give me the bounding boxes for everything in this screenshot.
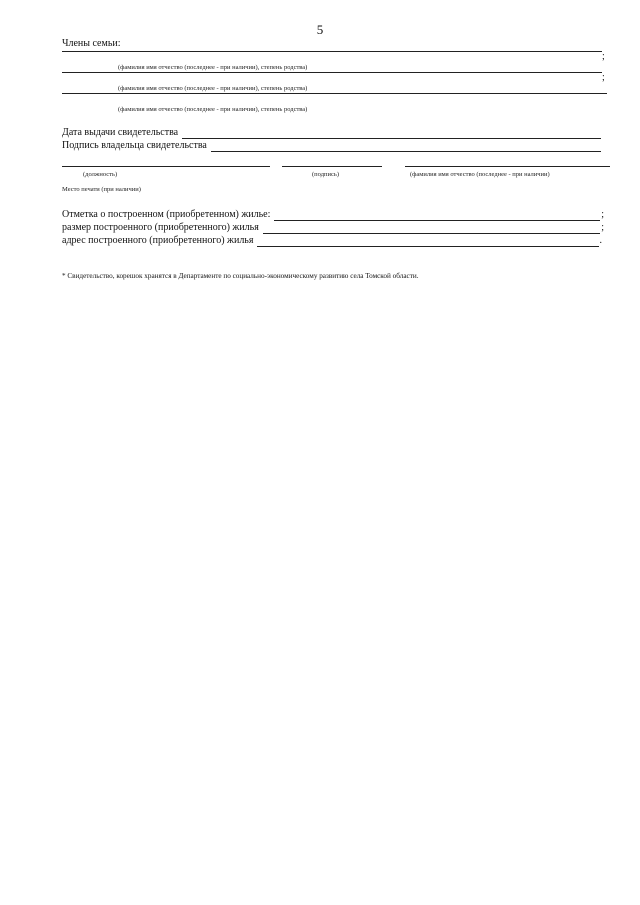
housing-size-label: размер построенного (приобретенного) жилья [62, 222, 259, 233]
signature-line[interactable] [282, 166, 382, 167]
family-row-1-end: ; [602, 51, 605, 62]
owner-signature-row [62, 140, 602, 152]
family-row-2-caption: (фамилия имя отчество (последнее - при наличии), степень родства) [118, 85, 308, 92]
page-number: 5 [316, 22, 324, 37]
housing-mark-end: ; [601, 209, 604, 220]
position-caption: (должность) [83, 171, 118, 178]
housing-address-field[interactable] [257, 237, 598, 247]
issue-date-field[interactable] [182, 129, 601, 139]
family-row-2-end: ; [602, 72, 605, 83]
housing-size-row [62, 222, 604, 234]
family-row-2-line[interactable] [62, 72, 602, 73]
housing-size-field[interactable] [263, 224, 600, 234]
name-caption: (фамилия имя отчество (последнее - при наличии) [410, 171, 550, 178]
housing-mark-label: Отметка о построенном (приобретенном) жилье: [62, 209, 271, 220]
family-row-1-caption: (фамилия имя отчество (последнее - при наличии), степень родства) [118, 64, 308, 71]
owner-signature-label: Подпись владельца свидетельства [62, 140, 207, 151]
family-row-1-line[interactable] [62, 51, 602, 52]
housing-address-end: . [599, 235, 602, 246]
issue-date-row [62, 127, 602, 139]
issue-date-label: Дата выдачи свидетельства [62, 127, 179, 138]
stamp-place: Место печати (при наличии) [62, 186, 141, 193]
housing-size-end: ; [601, 222, 604, 233]
family-heading: Члены семьи: [62, 38, 121, 49]
family-row-3-caption: (фамилия имя отчество (последнее - при наличии), степень родства) [118, 106, 308, 113]
owner-signature-field[interactable] [211, 142, 601, 152]
footnote: * Свидетельство, корешок хранятся в Департаменте по социально-экономическому развитию села Томской области. [62, 272, 419, 280]
housing-address-label: адрес построенного (приобретенного) жилья [62, 235, 254, 246]
name-line[interactable] [405, 166, 610, 167]
position-line[interactable] [62, 166, 270, 167]
housing-mark-field[interactable] [274, 211, 600, 221]
housing-mark-row [62, 209, 604, 221]
signature-caption: (подпись) [312, 171, 339, 178]
family-row-3-line[interactable] [62, 93, 607, 94]
housing-address-row [62, 235, 602, 247]
